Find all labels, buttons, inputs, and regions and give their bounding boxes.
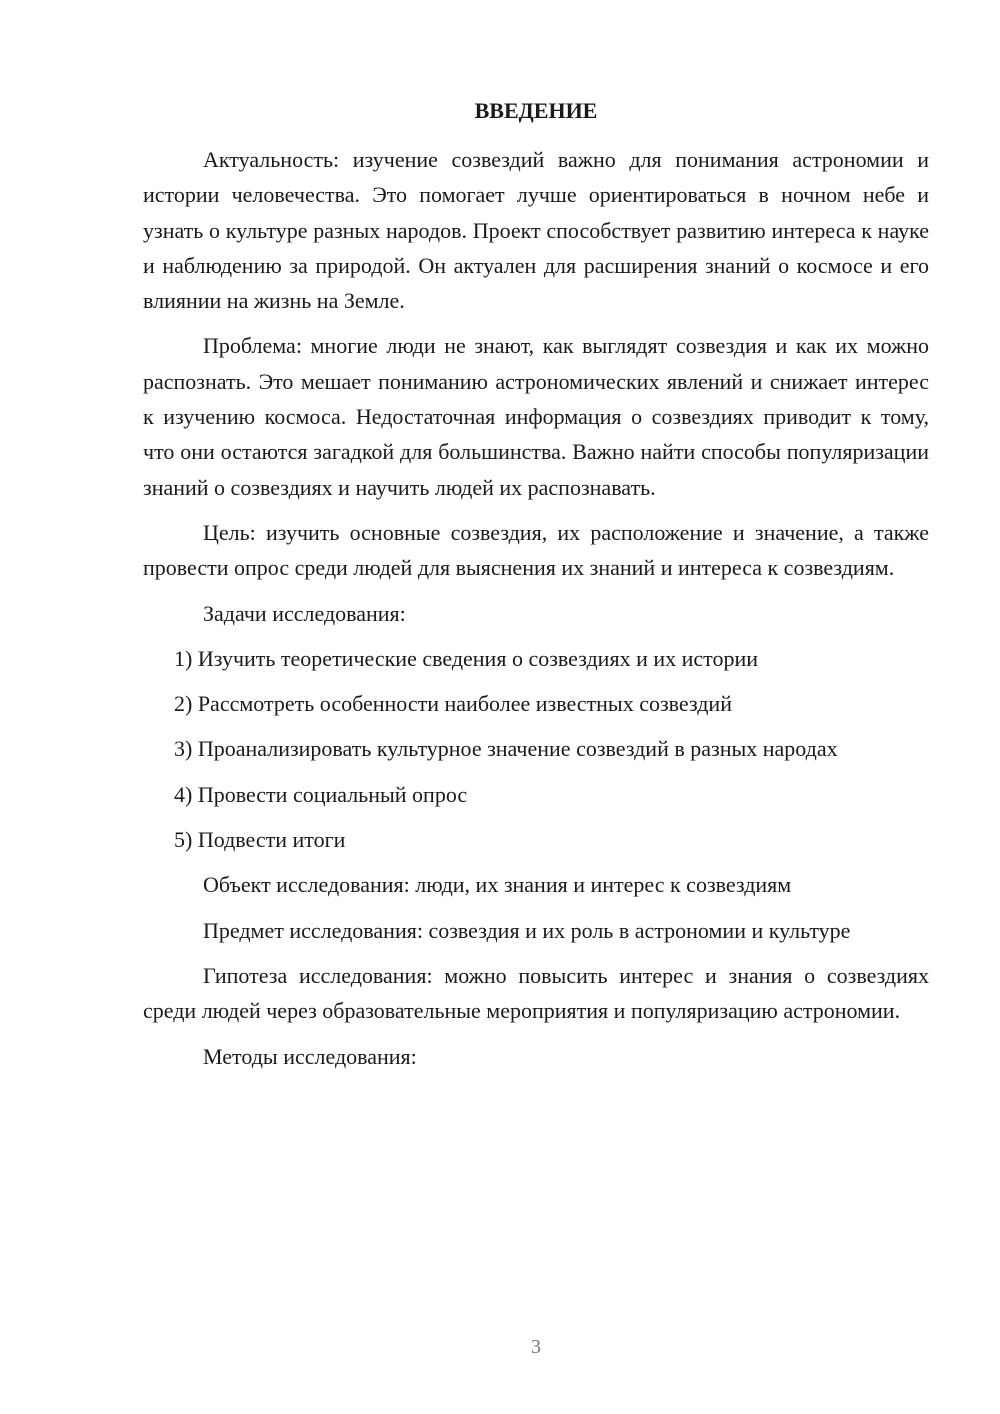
object-paragraph: Объект исследования: люди, их знания и интерес к созвездиям [203, 872, 792, 898]
methods-heading: Методы исследования: [203, 1043, 417, 1069]
problem-paragraph: Проблема: многие люди не знают, как выглядят созвездия и как их можно распознать. Это мешает пониманию астрономических явлений и снижает интерес к изучению космоса. Недостаточная информация о созвездиях приводит к тому, что они остаются загадкой для большинства. Важно найти способы популяризации знаний о созвездиях и научить людей их распознавать. [143, 333, 929, 500]
goal-paragraph: Цель: изучить основные созвездия, их расположение и значение, а также провести опрос среди людей для выяснения их знаний и интереса к созвездиям. [143, 519, 929, 581]
task-item-3: 3) Проанализировать культурное значение созвездий в разных народах [174, 736, 838, 762]
task-item-2: 2) Рассмотреть особенности наиболее известных созвездий [174, 691, 732, 717]
page-number: 3 [531, 1336, 541, 1358]
subject-paragraph: Предмет исследования: созвездия и их роль в астрономии и культуре [203, 917, 851, 943]
hypothesis-paragraph: Гипотеза исследования: можно повысить интерес и знания о созвездиях среди людей через образовательные мероприятия и популяризацию астрономии. [143, 962, 929, 1024]
task-item-5: 5) Подвести итоги [174, 827, 346, 853]
document-body [143, 142, 929, 1084]
page-title: ВВЕДЕНИЕ [474, 98, 598, 123]
relevance-paragraph: Актуальность: изучение созвездий важно для понимания астрономии и истории человечества. Это помогает лучше ориентироваться в ночном небе и узнать о культуре разных народов. Проект способствует развитию интереса к науке и наблюдению за природой. Он актуален для расширения знаний о космосе и его влиянии на жизнь на Земле. [143, 147, 929, 314]
task-item-4: 4) Провести социальный опрос [174, 781, 468, 807]
task-item-1: 1) Изучить теоретические сведения о созвездиях и их истории [174, 645, 759, 671]
tasks-heading: Задачи исследования: [203, 600, 406, 626]
